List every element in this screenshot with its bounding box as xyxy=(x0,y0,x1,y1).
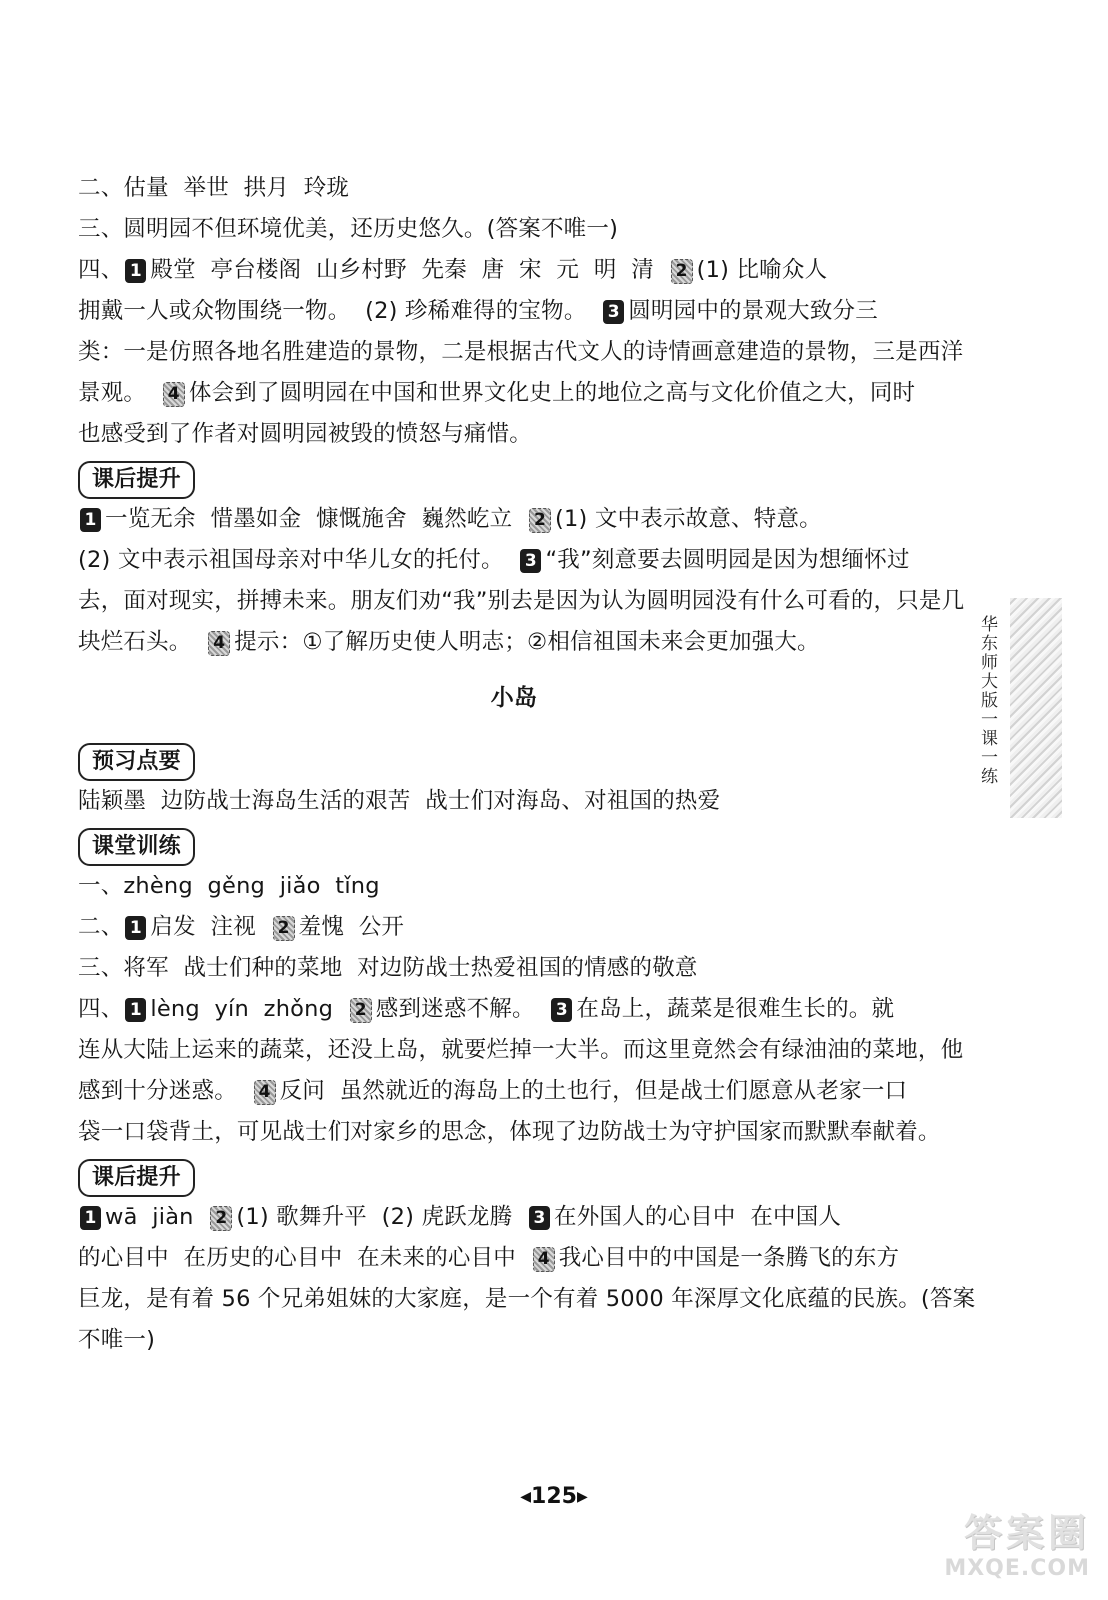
badge-2: 2 xyxy=(350,998,372,1023)
section-header-preview: 预习点要 xyxy=(78,743,195,781)
section-header-after-class: 课后提升 xyxy=(78,461,195,499)
answer-text: 景观。 xyxy=(78,380,161,406)
answer-text: wā jiàn xyxy=(105,1204,209,1230)
answer-text: 羞愧 公开 xyxy=(298,914,405,940)
answer-text: lèng yín zhǒng xyxy=(150,996,348,1022)
arrow-left-icon: ◀ xyxy=(520,1489,532,1505)
badge-1: 1 xyxy=(125,259,146,283)
answer-content xyxy=(78,168,976,1361)
answer-line xyxy=(78,373,950,414)
answer-line xyxy=(78,1071,950,1112)
badge-3: 3 xyxy=(520,549,541,573)
answer-line: 二、估量 举世 拱月 玲珑 xyxy=(78,175,350,201)
section-header-row xyxy=(78,737,950,781)
answer-text: 的心目中 在历史的心目中 在未来的心目中 xyxy=(78,1245,531,1271)
lesson-title: 小岛 xyxy=(490,685,538,711)
section-header-row xyxy=(78,455,950,499)
answer-line: 去，面对现实，拼搏未来。朋友们劝“我”别去是因为认为圆明园没有什么可看的，只是几 xyxy=(78,588,965,614)
section-header-row xyxy=(78,1153,950,1197)
answer-text: 拥戴一人或众物围绕一物。 (2) 珍稀难得的宝物。 xyxy=(78,298,602,324)
answer-line xyxy=(78,1238,950,1279)
question-number: 二、 xyxy=(78,914,124,940)
badge-2: 2 xyxy=(529,508,551,533)
sidebar-book-title: 华东师大版一课一练 xyxy=(977,615,997,786)
question-number: 四、 xyxy=(78,257,124,283)
answer-line xyxy=(78,622,950,663)
answer-text: 块烂石头。 xyxy=(78,629,207,655)
answer-line: 也感受到了作者对圆明园被毁的愤怒与痛惜。 xyxy=(78,421,533,447)
watermark-bottom: MXQE.COM xyxy=(944,1556,1090,1581)
section-header-classroom: 课堂训练 xyxy=(78,828,195,866)
badge-1: 1 xyxy=(80,508,101,532)
watermark-top: 答案圈 xyxy=(963,1511,1090,1555)
badge-3: 3 xyxy=(529,1206,550,1230)
arrow-right-icon: ▶ xyxy=(576,1489,588,1505)
badge-4: 4 xyxy=(163,382,185,407)
answer-line: 袋一口袋背土，可见战士们对家乡的思念，体现了边防战士为守护国家而默默奉献着。 xyxy=(78,1119,941,1145)
page-number xyxy=(0,1484,1108,1509)
answer-text: 感到十分迷惑。 xyxy=(78,1078,252,1104)
page-number-value: 125 xyxy=(531,1484,577,1509)
answer-line: 连从大陆上运来的蔬菜，还没上岛，就要烂掉一大半。而这里竟然会有绿油油的菜地，他 xyxy=(78,1037,964,1063)
badge-1: 1 xyxy=(125,916,146,940)
badge-2: 2 xyxy=(210,1206,232,1231)
badge-4: 4 xyxy=(533,1247,555,1272)
badge-1: 1 xyxy=(80,1206,101,1230)
answer-line: 三、圆明园不但环境优美，还历史悠久。(答案不唯一) xyxy=(78,216,619,242)
badge-2: 2 xyxy=(273,916,295,941)
answer-line: 不唯一) xyxy=(78,1327,156,1353)
badge-3: 3 xyxy=(603,300,624,324)
section-header-after-class: 课后提升 xyxy=(78,1159,195,1197)
badge-1: 1 xyxy=(125,998,146,1022)
answer-text: 感到迷惑不解。 xyxy=(375,996,550,1022)
answer-text: 一览无余 惜墨如金 慷慨施舍 巍然屹立 xyxy=(105,506,528,532)
answer-line xyxy=(78,291,950,332)
answer-text: 圆明园中的景观大致分三 xyxy=(628,298,878,324)
watermark-logo xyxy=(940,1510,1090,1592)
answer-text: (1) 歌舞升平 (2) 虎跃龙腾 xyxy=(236,1204,528,1230)
answer-text: “我”刻意要去圆明园是因为想缅怀过 xyxy=(545,547,910,573)
answer-text: 殿堂 亭台楼阁 山乡村野 先秦 唐 宋 元 明 清 xyxy=(150,257,669,283)
answer-line: 陆颖墨 边防战士海岛生活的艰苦 战士们对海岛、对祖国的热爱 xyxy=(78,788,721,814)
answer-text: (1) 比喻众人 xyxy=(696,257,828,283)
answer-text: 启发 注视 xyxy=(150,914,271,940)
answer-line xyxy=(78,499,950,540)
answer-text: (2) 文中表示祖国母亲对中华儿女的托付。 xyxy=(78,547,519,573)
answer-line: 巨龙，是有着 56 个兄弟姐妹的大家庭，是一个有着 5000 年深厚文化底蕴的民族。(答案 xyxy=(78,1286,976,1312)
badge-4: 4 xyxy=(254,1080,276,1105)
answer-text: 体会到了圆明园在中国和世界文化史上的地位之高与文化价值之大，同时 xyxy=(188,380,916,406)
answer-line: 类：一是仿照各地名胜建造的景物，二是根据古代文人的诗情画意建造的景物，三是西洋 xyxy=(78,339,964,365)
section-header-row xyxy=(78,822,950,866)
badge-3: 3 xyxy=(551,998,572,1022)
answer-line xyxy=(78,907,950,948)
answer-text: 在岛上，蔬菜是很难生长的。就 xyxy=(576,996,895,1022)
answer-line xyxy=(78,250,950,291)
badge-4: 4 xyxy=(208,631,230,656)
sidebar-texture xyxy=(1010,598,1062,818)
question-number: 四、 xyxy=(78,996,124,1022)
answer-text: 我心目中的中国是一条腾飞的东方 xyxy=(558,1245,900,1271)
badge-2: 2 xyxy=(671,259,693,284)
answer-line xyxy=(78,989,950,1030)
answer-line: 一、zhèng gěng jiǎo tǐng xyxy=(78,873,380,899)
answer-text: 提示：①了解历史使人明志；②相信祖国未来会更加强大。 xyxy=(234,629,820,655)
answer-text: 反问 虽然就近的海岛上的土也行，但是战士们愿意从老家一口 xyxy=(279,1078,908,1104)
answer-text: 在外国人的心目中 在中国人 xyxy=(554,1204,842,1230)
answer-line xyxy=(78,1197,950,1238)
answer-line: 三、将军 战士们种的菜地 对边防战士热爱祖国的情感的敬意 xyxy=(78,955,698,981)
answer-text: (1) 文中表示故意、特意。 xyxy=(555,506,822,532)
answer-line xyxy=(78,540,950,581)
